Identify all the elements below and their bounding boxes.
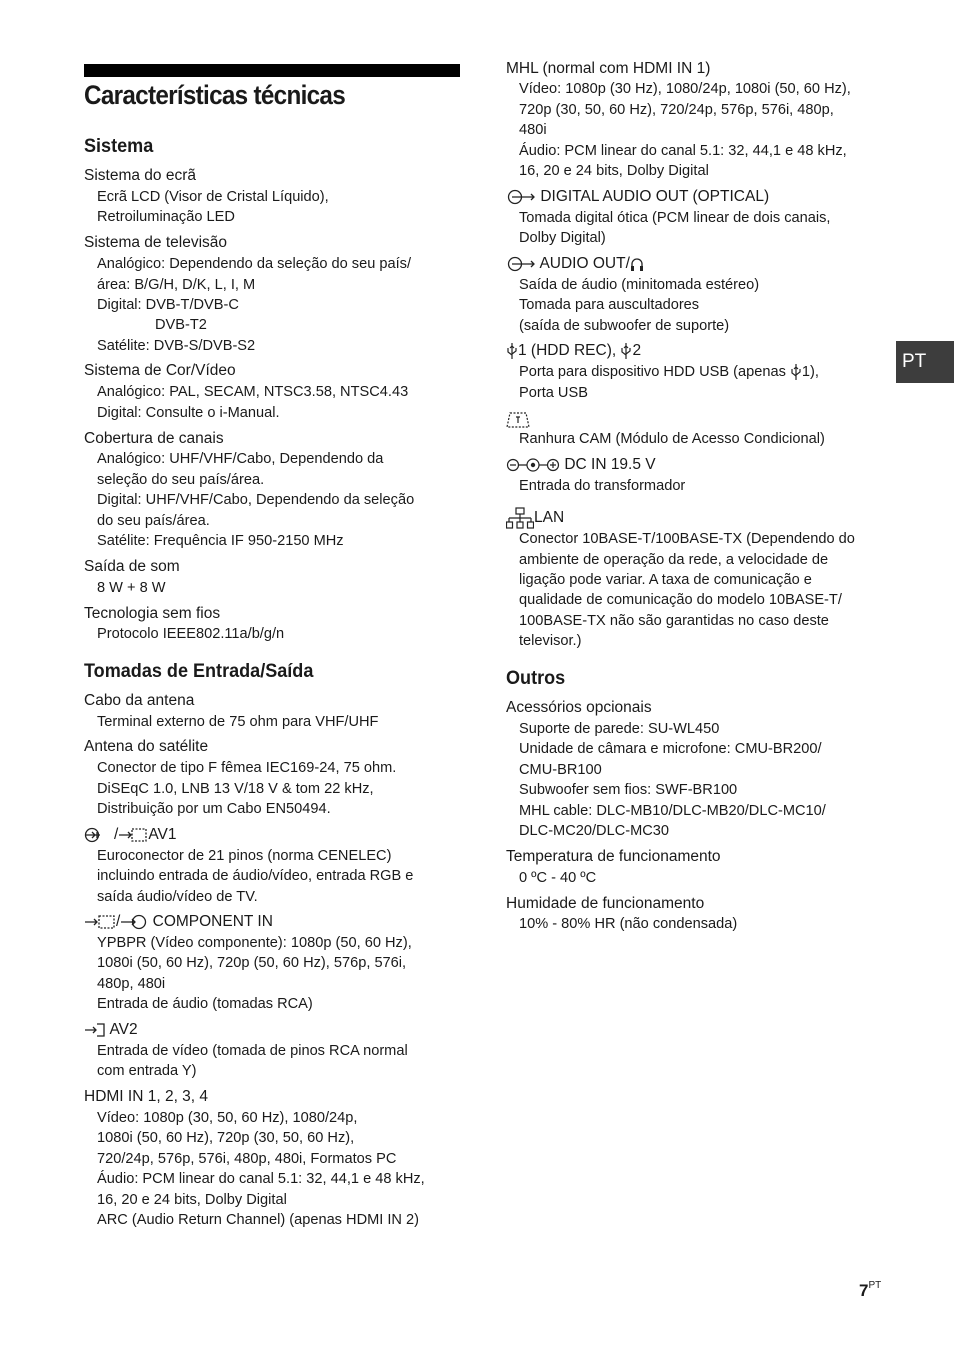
audio-out-label: AUDIO OUT/ — [539, 255, 630, 272]
spec-line: Ecrã LCD (Visor de Cristal Líquido), — [97, 189, 329, 205]
output-icon — [506, 256, 536, 272]
spec-line: 720/24p, 576p, 576i, 480p, 480i, Formatos PC — [97, 1151, 397, 1167]
spec-line: Euroconector de 21 pinos (norma CENELEC) — [97, 848, 392, 864]
spec-line: Digital: UHF/VHF/Cabo, Dependendo da seleção — [97, 492, 415, 508]
spec-line: Digital: Consulte o i-Manual. — [97, 405, 280, 421]
spec-label-digital-audio-out — [506, 187, 769, 208]
usb-icon — [620, 342, 632, 360]
spec-label-av2 — [84, 1020, 138, 1041]
spec-line: ligação pode variar. A taxa de comunicação e — [519, 572, 812, 588]
language-tab: PT — [896, 341, 954, 383]
spec-line: Entrada de vídeo (tomada de pinos RCA normal — [97, 1043, 408, 1059]
spec-line: Dolby Digital) — [519, 230, 606, 246]
spec-line: Tomada para auscultadores — [519, 297, 700, 313]
spec-line: Analógico: PAL, SECAM, NTSC3.58, NTSC4.43 — [97, 384, 409, 400]
spec-line: do seu país/área. — [97, 513, 210, 529]
dc-in-label: DC IN 19.5 V — [564, 456, 656, 473]
usb-line-part-2: 1), — [801, 364, 819, 380]
scart-input-output-icon — [84, 827, 114, 843]
spec-label-usb — [506, 341, 641, 362]
spec-line: MHL cable: DLC-MB10/DLC-MB20/DLC-MC10/ — [519, 803, 826, 819]
headphones-icon — [630, 256, 644, 272]
spec-label: Tecnologia sem fios — [84, 605, 221, 622]
usb-label-2: 2 — [632, 342, 642, 359]
spec-label-component — [84, 912, 273, 933]
video-input-dashed-icon — [84, 914, 116, 930]
spec-line: 100BASE-TX não são garantidas no caso deste — [519, 613, 829, 629]
spec-line: Tomada digital ótica (PCM linear de dois canais, — [519, 210, 831, 226]
spec-line: Digital: DVB-T/DVB-C — [97, 297, 239, 313]
section-heading-tomadas: Tomadas de Entrada/Saída — [84, 661, 314, 682]
spec-label: Saída de som — [84, 558, 180, 575]
spec-line: Satélite: Frequência IF 950-2150 MHz — [97, 533, 344, 549]
spec-line: Saída de áudio (minitomada estéreo) — [519, 277, 760, 293]
spec-line: YPBPR (Vídeo componente): 1080p (50, 60 Hz), — [97, 935, 412, 951]
spec-line: Ranhura CAM (Módulo de Acesso Condicional) — [519, 431, 825, 447]
page-title: Características técnicas — [84, 80, 345, 110]
page-number-suffix: PT — [868, 1280, 882, 1291]
spec-line: Terminal externo de 75 ohm para VHF/UHF — [97, 714, 379, 730]
spec-line: 16, 20 e 24 bits, Dolby Digital — [97, 1192, 287, 1208]
cam-slot-icon — [506, 411, 530, 429]
spec-line: 1080i (50, 60 Hz), 720p (30, 50, 60 Hz), — [97, 1130, 355, 1146]
spec-line: seleção do seu país/área. — [97, 472, 265, 488]
spec-line: 720p (30, 50, 60 Hz), 720/24p, 576p, 576i, 480p, — [519, 102, 834, 118]
spec-line: com entrada Y) — [97, 1063, 197, 1079]
section-heading-sistema: Sistema — [84, 136, 154, 157]
av2-label: AV2 — [109, 1021, 138, 1038]
spec-line-usb — [519, 362, 819, 383]
spec-label: Antena do satélite — [84, 738, 209, 755]
spec-line: Entrada de áudio (tomadas RCA) — [97, 996, 313, 1012]
video-input-icon — [84, 1022, 106, 1038]
spec-line: 16, 20 e 24 bits, Dolby Digital — [519, 163, 709, 179]
page-number-value: 7 — [859, 1281, 869, 1300]
spec-label: MHL (normal com HDMI IN 1) — [506, 60, 711, 77]
av1-label: AV1 — [148, 826, 177, 843]
spec-line: 10% - 80% HR (não condensada) — [519, 916, 738, 932]
spec-label: Temperatura de funcionamento — [506, 848, 721, 865]
spec-line: Suporte de parede: SU-WL450 — [519, 721, 720, 737]
digital-audio-out-label: DIGITAL AUDIO OUT (OPTICAL) — [540, 188, 770, 205]
spec-line: Áudio: PCM linear do canal 5.1: 32, 44,1 e 48 kHz, — [519, 143, 847, 159]
spec-line: DiSEqC 1.0, LNB 13 V/18 V & tom 22 kHz, — [97, 781, 374, 797]
spec-line: 480p, 480i — [97, 976, 166, 992]
spec-line: 8 W + 8 W — [97, 580, 166, 596]
component-label: COMPONENT IN — [152, 913, 273, 930]
spec-label: Cobertura de canais — [84, 430, 224, 447]
spec-line: Analógico: UHF/VHF/Cabo, Dependendo da — [97, 451, 384, 467]
spec-line: 480i — [519, 122, 547, 138]
spec-line: área: B/G/H, D/K, L, I, M — [97, 277, 256, 293]
spec-line: (saída de subwoofer de suporte) — [519, 318, 730, 334]
spec-line: Conector de tipo F fêmea IEC169-24, 75 ohm. — [97, 760, 397, 776]
spec-label: Cabo da antena — [84, 692, 195, 709]
spec-line: ARC (Audio Return Channel) (apenas HDMI IN 2) — [97, 1212, 420, 1228]
spec-label-dc-in — [506, 455, 656, 476]
spec-line: Unidade de câmara e microfone: CMU-BR200/ — [519, 741, 822, 757]
component-input-icon — [120, 914, 148, 930]
icon-separator: / — [116, 913, 121, 930]
spec-label-lan — [506, 507, 564, 529]
spec-label-audio-out — [506, 254, 644, 275]
lan-icon — [506, 507, 534, 529]
icon-separator: / — [114, 826, 119, 843]
spec-line: Subwoofer sem fios: SWF-BR100 — [519, 782, 738, 798]
spec-line: Retroiluminação LED — [97, 209, 235, 225]
page-number — [859, 1281, 881, 1301]
spec-line: CMU-BR100 — [519, 762, 602, 778]
spec-line: televisor.) — [519, 633, 582, 649]
spec-line: Distribuição por um Cabo EN50494. — [97, 801, 331, 817]
spec-label: Sistema de televisão — [84, 234, 228, 251]
usb-icon — [506, 342, 518, 360]
spec-line: Vídeo: 1080p (30, 50, 60 Hz), 1080/24p, — [97, 1110, 358, 1126]
spec-label-av1 — [84, 825, 176, 846]
spec-line: Satélite: DVB-S/DVB-S2 — [97, 338, 256, 354]
spec-line: 0 ºC - 40 ºC — [519, 870, 597, 886]
spec-line: Áudio: PCM linear do canal 5.1: 32, 44,1 e 48 kHz, — [97, 1171, 425, 1187]
spec-line: Conector 10BASE-T/100BASE-TX (Dependendo do — [519, 531, 855, 547]
spec-line: Porta USB — [519, 385, 588, 401]
spec-line: ambiente de operação da rede, a velocidade de — [519, 552, 829, 568]
spec-line: Protocolo IEEE802.11a/b/g/n — [97, 626, 285, 642]
dc-polarity-icon — [506, 457, 560, 473]
output-icon — [506, 189, 536, 205]
spec-line: DLC-MC20/DLC-MC30 — [519, 823, 670, 839]
spec-label: Humidade de funcionamento — [506, 895, 705, 912]
spec-line: 1080i (50, 60 Hz), 720p (50, 60 Hz), 576p, 576i, — [97, 955, 407, 971]
spec-label: Sistema de Cor/Vídeo — [84, 362, 236, 379]
spec-line: incluindo entrada de áudio/vídeo, entrada RGB e — [97, 868, 414, 884]
lan-label: LAN — [534, 509, 565, 527]
spec-label: Sistema do ecrã — [84, 167, 196, 184]
usb-label-1: 1 (HDD REC), — [518, 342, 621, 359]
spec-line: Entrada do transformador — [519, 478, 686, 494]
usb-icon — [790, 363, 802, 381]
section-heading-outros: Outros — [506, 668, 566, 689]
spec-line: Vídeo: 1080p (30 Hz), 1080/24p, 1080i (50, 60 Hz), — [519, 81, 851, 97]
spec-label: Acessórios opcionais — [506, 699, 652, 716]
title-rule — [84, 64, 460, 77]
spec-line: saída áudio/vídeo de TV. — [97, 889, 258, 905]
scart-output-icon — [118, 827, 148, 843]
spec-line: DVB-T2 — [155, 317, 207, 333]
usb-line-part-1: Porta para dispositivo HDD USB (apenas — [519, 364, 790, 380]
spec-line: qualidade de comunicação do modelo 10BASE-T/ — [519, 592, 842, 608]
spec-label: HDMI IN 1, 2, 3, 4 — [84, 1088, 209, 1105]
spec-label-cam — [506, 410, 530, 431]
spec-line: Analógico: Dependendo da seleção do seu país/ — [97, 256, 412, 272]
